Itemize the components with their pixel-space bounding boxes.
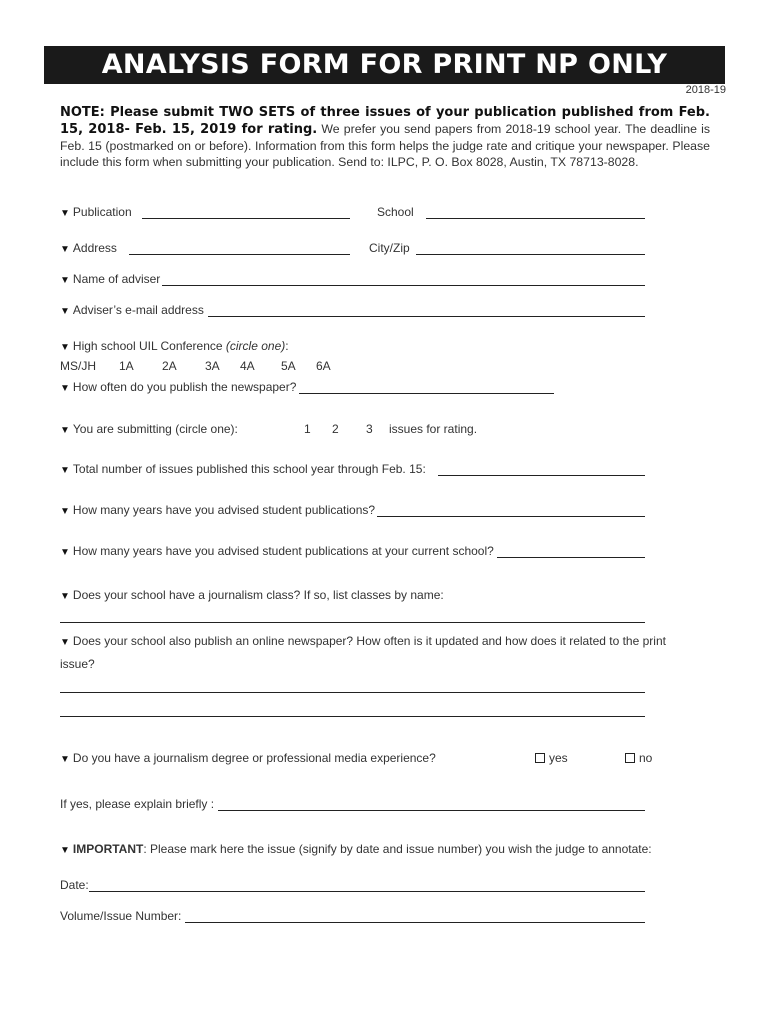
date-field[interactable] — [89, 880, 645, 892]
adviser-email-row — [60, 303, 645, 317]
years-current-field[interactable] — [497, 546, 645, 558]
city-zip-row — [369, 241, 645, 255]
adviser-email-field[interactable] — [208, 305, 645, 317]
explain-row — [60, 797, 645, 811]
yes-checkbox[interactable] — [535, 751, 568, 765]
triangle-icon: ▼ — [60, 547, 70, 558]
years-advised-field[interactable] — [377, 505, 645, 517]
years-current-row — [60, 544, 645, 558]
no-checkbox[interactable] — [625, 751, 652, 765]
adviser-name-field[interactable] — [162, 274, 645, 286]
triangle-icon: ▼ — [60, 637, 70, 648]
submitting-question — [60, 422, 238, 436]
journalism-class-question — [60, 588, 444, 602]
conference-option-msjh[interactable]: MS/JH — [60, 359, 96, 373]
checkbox-icon — [625, 753, 635, 763]
note-text: We prefer you send papers from 2018-19 school year. The deadline is Feb. 15 (postmarked on or before). Information from this form helps the judge rate and critique your newspaper. Please include this form when submitting your publication. Send to: ILPC, P. O. Box 8028, Austin, TX 78713-8028. — [60, 122, 710, 169]
online-newspaper-question — [60, 634, 666, 648]
online-newspaper-label-cont: issue? — [60, 657, 95, 671]
address-field[interactable] — [129, 243, 350, 255]
form-year: 2018-19 — [685, 84, 726, 96]
publication-field[interactable] — [142, 207, 350, 219]
journalism-class-field[interactable] — [60, 622, 645, 623]
triangle-icon: ▼ — [60, 306, 70, 317]
conference-hint: (circle one) — [225, 339, 286, 353]
online-newspaper-field-1[interactable] — [60, 692, 645, 693]
triangle-icon: ▼ — [60, 275, 70, 286]
submitting-label: You are submitting (circle one): — [72, 422, 238, 436]
explain-label: If yes, please explain briefly : — [60, 797, 215, 811]
triangle-icon: ▼ — [60, 342, 70, 353]
volume-row — [60, 909, 645, 923]
city-zip-field[interactable] — [416, 243, 645, 255]
volume-label: Volume/Issue Number: — [60, 909, 182, 923]
note-bold: NOTE: Please submit TWO SETS of three issues of your publication published from Feb. 15, 2018- Feb. 15, 2019 for rating. — [60, 105, 710, 137]
triangle-icon: ▼ — [60, 425, 70, 436]
triangle-icon: ▼ — [60, 465, 70, 476]
school-label: School — [377, 205, 414, 219]
important-question — [60, 842, 652, 856]
address-row — [60, 241, 350, 255]
online-newspaper-label: Does your school also publish an online newspaper? How often is it updated and how does it related to the print — [72, 634, 666, 648]
important-text: : Please mark here the issue (signify by date and issue number) you wish the judge to annotate: — [143, 842, 652, 856]
years-advised-row — [60, 503, 645, 517]
conference-option-6a[interactable]: 6A — [316, 359, 331, 373]
adviser-name-label: Name of adviser — [72, 272, 161, 286]
conference-label: High school UIL Conference — [72, 339, 226, 353]
degree-question — [60, 751, 436, 765]
adviser-name-row — [60, 272, 645, 286]
date-label: Date: — [60, 878, 89, 892]
adviser-email-label: Adviser’s e-mail address — [72, 303, 204, 317]
degree-label: Do you have a journalism degree or professional media experience? — [72, 751, 436, 765]
submitting-suffix: issues for rating. — [389, 422, 478, 436]
conference-option-3a[interactable]: 3A — [205, 359, 220, 373]
triangle-icon: ▼ — [60, 754, 70, 765]
total-issues-row — [60, 462, 645, 476]
total-issues-label: Total number of issues published this school year through Feb. 15: — [72, 462, 426, 476]
triangle-icon: ▼ — [60, 208, 70, 219]
school-row — [377, 205, 645, 219]
years-advised-label: How many years have you advised student publications? — [72, 503, 376, 517]
conference-option-2a[interactable]: 2A — [162, 359, 177, 373]
triangle-icon: ▼ — [60, 506, 70, 517]
total-issues-field[interactable] — [438, 464, 645, 476]
no-label: no — [639, 751, 653, 765]
frequency-field[interactable] — [299, 382, 554, 394]
triangle-icon: ▼ — [60, 591, 70, 602]
date-row — [60, 878, 645, 892]
submitting-option-1[interactable]: 1 — [304, 422, 311, 436]
school-field[interactable] — [426, 207, 645, 219]
years-current-label: How many years have you advised student publications at your current school? — [72, 544, 494, 558]
submission-note — [60, 104, 710, 170]
checkbox-icon — [535, 753, 545, 763]
conference-option-5a[interactable]: 5A — [281, 359, 296, 373]
frequency-label: How often do you publish the newspaper? — [72, 380, 297, 394]
submitting-option-3[interactable]: 3 — [366, 422, 373, 436]
conference-option-1a[interactable]: 1A — [119, 359, 134, 373]
conference-option-4a[interactable]: 4A — [240, 359, 255, 373]
publication-row — [60, 205, 350, 219]
publication-label: Publication — [72, 205, 132, 219]
triangle-icon: ▼ — [60, 244, 70, 255]
conference-colon: : — [285, 339, 289, 353]
journalism-class-label: Does your school have a journalism class? If so, list classes by name: — [72, 588, 444, 602]
volume-field[interactable] — [185, 911, 645, 923]
conference-question — [60, 339, 289, 353]
important-label: IMPORTANT — [72, 842, 144, 856]
online-newspaper-field-2[interactable] — [60, 716, 645, 717]
address-label: Address — [72, 241, 117, 255]
explain-field[interactable] — [218, 799, 645, 811]
city-zip-label: City/Zip — [369, 241, 410, 255]
triangle-icon: ▼ — [60, 845, 70, 856]
triangle-icon: ▼ — [60, 383, 70, 394]
yes-label: yes — [549, 751, 568, 765]
submitting-option-2[interactable]: 2 — [332, 422, 339, 436]
form-title: ANALYSIS FORM FOR PRINT NP ONLY — [44, 46, 725, 84]
frequency-row — [60, 380, 554, 394]
